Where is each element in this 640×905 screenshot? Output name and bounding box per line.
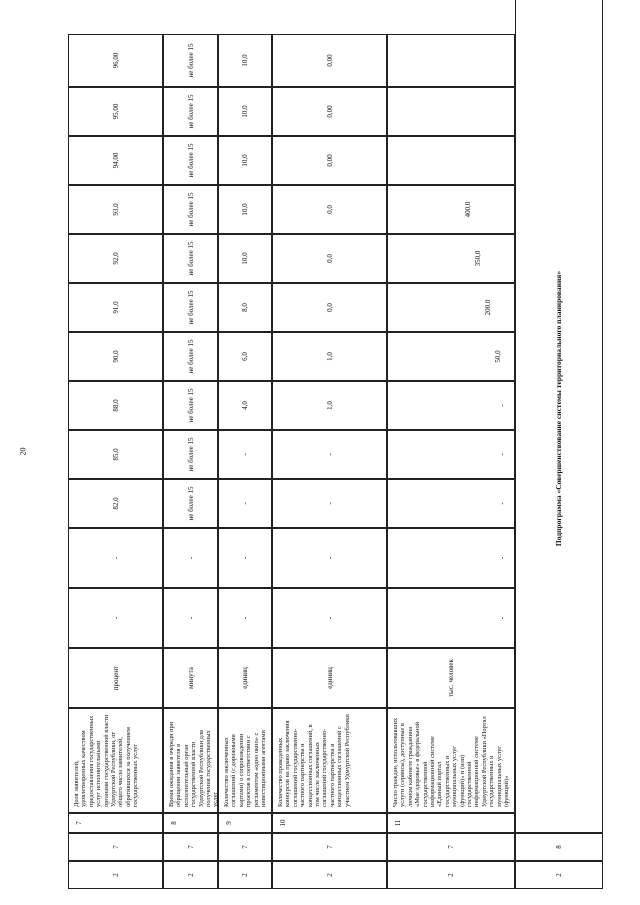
cell-code-2-text: 7 [186, 845, 195, 849]
value-cell [218, 87, 272, 136]
value-cell [68, 87, 163, 136]
value-cell-text: 96,00 [111, 52, 120, 69]
value-cell [387, 381, 515, 430]
unit-cell-text: тыс. человек [447, 659, 455, 697]
value-cell [218, 381, 272, 430]
cell-code-2 [387, 833, 515, 861]
value-cell-text: 0,00 [325, 154, 334, 167]
subprogram-title-text: Подпрограмма «Совершенствование системы территориального планирования» [554, 270, 563, 547]
value-cell [387, 332, 515, 381]
indicator-label [163, 708, 218, 813]
cell-code-3-text: 10 [279, 819, 287, 827]
value-cell-text [440, 59, 444, 63]
value-cell [272, 136, 387, 185]
unit-cell-text: единиц [241, 667, 249, 689]
cell-code-2 [68, 833, 163, 861]
unit-cell [163, 648, 218, 708]
value-cell-text: 1,0 [325, 401, 334, 410]
value-cell-text: 95,00 [111, 103, 120, 120]
unit-cell [68, 648, 163, 708]
cell-code-3-text: 7 [75, 821, 83, 825]
cell-code-3-text: 9 [225, 821, 233, 825]
indicator-label-text: Время ожидания в очереди при обращении заявителя в исполнительный орган государственной власти Удмуртской Республики для получения государственных услуг [168, 721, 220, 807]
value-cell-text: 94,00 [111, 152, 120, 169]
value-cell [68, 381, 163, 430]
subprogram-code-1 [515, 861, 603, 889]
value-cell-text: - [498, 453, 506, 456]
value-cell [218, 185, 272, 234]
value-cell [163, 283, 218, 332]
value-cell-text: 0,00 [325, 54, 334, 67]
value-cell-text: - [325, 616, 334, 620]
indicator-label-text: Доля заявителей, удовлетворенных качеством предоставления государственных услуг исполнительными органами государственной власти Удмуртской Республики, от общего числа заявителей, обратившихся за получением государственных услуг [73, 714, 140, 807]
value-cell-text: - [325, 453, 334, 456]
value-cell [218, 283, 272, 332]
indicator-label-text: Количество проведенных конкурсов на право заключения соглашений государственно-частного партнерства и концессионных соглашений, в том числе заключенных соглашений государственно-частного партнерства и концессионных соглашений с участием Удмуртской Республики [277, 714, 351, 807]
value-cell [387, 136, 515, 185]
page-number: 20 [18, 447, 28, 456]
value-cell [163, 34, 218, 87]
value-cell [387, 479, 515, 528]
value-cell [68, 34, 163, 87]
indicator-label [68, 708, 163, 813]
cell-code-3 [387, 813, 515, 833]
indicator-label [387, 708, 515, 813]
value-cell [68, 234, 163, 283]
value-cell [272, 528, 387, 588]
value-cell-text: 88,0 [111, 399, 120, 412]
value-cell-text: 50,0 [494, 350, 502, 363]
value-cell-text: не более 15 [186, 388, 195, 423]
value-cell [163, 588, 218, 648]
value-cell-text: 400,0 [464, 201, 472, 218]
cell-code-3 [272, 813, 387, 833]
value-cell [163, 430, 218, 479]
cell-code-1-text: 2 [111, 873, 120, 877]
subprogram-title [515, 0, 603, 833]
value-cell-text: - [111, 616, 120, 620]
value-cell [387, 528, 515, 588]
value-cell-text: 10,0 [241, 154, 249, 167]
value-cell [163, 87, 218, 136]
value-cell-text: 90,0 [111, 350, 120, 363]
value-cell-text: 10,0 [241, 252, 249, 265]
cell-code-2 [163, 833, 218, 861]
cell-code-3 [68, 813, 163, 833]
value-cell-text: - [241, 502, 249, 505]
value-cell-text: - [186, 616, 195, 620]
value-cell-text: 350,0 [474, 250, 482, 267]
value-cell-text: 10,0 [241, 54, 249, 67]
value-cell [218, 528, 272, 588]
value-cell [163, 136, 218, 185]
cell-code-2 [218, 833, 272, 861]
cell-code-1 [218, 861, 272, 889]
value-cell [68, 136, 163, 185]
value-cell-text [460, 159, 464, 163]
value-cell-text: - [325, 556, 334, 560]
value-cell [387, 34, 515, 87]
value-cell-text: не более 15 [186, 143, 195, 178]
value-cell [387, 430, 515, 479]
value-cell-text [450, 110, 454, 114]
value-cell-text: - [498, 404, 506, 407]
value-cell-text: не более 15 [186, 290, 195, 325]
value-cell [163, 332, 218, 381]
cell-code-1 [163, 861, 218, 889]
value-cell-text: 85,0 [111, 448, 120, 461]
value-cell [68, 283, 163, 332]
cell-code-1-text: 2 [325, 873, 334, 877]
value-cell-text: - [498, 502, 506, 505]
value-cell-text: 1,0 [325, 352, 334, 361]
subprogram-code-2-text: 8 [555, 845, 563, 849]
indicators-table [68, 0, 603, 889]
cell-code-3 [163, 813, 218, 833]
unit-cell [272, 648, 387, 708]
value-cell [68, 479, 163, 528]
value-cell-text: - [498, 556, 506, 560]
value-cell-text: - [241, 556, 249, 560]
cell-code-3 [218, 813, 272, 833]
value-cell-text: 0,0 [325, 303, 334, 312]
value-cell [68, 332, 163, 381]
value-cell [272, 479, 387, 528]
value-cell-text: 82,0 [111, 497, 120, 510]
indicator-label-text: Количество заключенных соглашений (с дорожными картами) о сопровождении проектов в соответствии с регламентом «одно окно» с инвестиционными агентами [223, 730, 268, 807]
value-cell [68, 185, 163, 234]
value-cell [218, 479, 272, 528]
cell-code-2-text: 7 [325, 845, 334, 849]
value-cell-text: 200,0 [484, 299, 492, 316]
subprogram-code-2 [515, 833, 603, 861]
cell-code-3-text: 11 [394, 819, 402, 827]
value-cell [218, 430, 272, 479]
cell-code-2-text: 7 [111, 845, 120, 849]
cell-code-2-text: 7 [447, 845, 455, 849]
unit-cell [218, 648, 272, 708]
value-cell-text: 0,00 [325, 105, 334, 118]
value-cell-text: 10,0 [241, 203, 249, 216]
unit-cell [387, 648, 515, 708]
value-cell-text: не более 15 [186, 241, 195, 276]
cell-code-3-text: 8 [170, 821, 178, 825]
value-cell [163, 479, 218, 528]
value-cell [272, 185, 387, 234]
cell-code-1 [272, 861, 387, 889]
value-cell [387, 588, 515, 648]
value-cell-text: не более 15 [186, 437, 195, 472]
cell-code-1-text: 2 [447, 873, 455, 877]
value-cell [163, 185, 218, 234]
cell-code-1 [68, 861, 163, 889]
value-cell-text: - [111, 556, 120, 560]
value-cell [272, 234, 387, 283]
unit-cell-text: процент [111, 665, 120, 691]
value-cell [68, 430, 163, 479]
value-cell [387, 283, 515, 332]
value-cell [272, 381, 387, 430]
value-cell-text: не более 15 [186, 43, 195, 78]
value-cell [272, 332, 387, 381]
value-cell [387, 234, 515, 283]
value-cell [68, 528, 163, 588]
value-cell [272, 588, 387, 648]
value-cell-text: 0,0 [325, 254, 334, 263]
value-cell [272, 87, 387, 136]
value-cell [163, 528, 218, 588]
value-cell-text: 8,0 [241, 303, 249, 312]
cell-code-2-text: 7 [241, 845, 249, 849]
value-cell-text: не более 15 [186, 192, 195, 227]
value-cell [218, 34, 272, 87]
value-cell [272, 283, 387, 332]
value-cell-text: - [186, 556, 195, 560]
value-cell-text: 91,0 [111, 301, 120, 314]
subprogram-code-1-text: 2 [555, 873, 563, 877]
unit-cell-text: единиц [325, 667, 334, 689]
value-cell-text: 10,0 [241, 105, 249, 118]
value-cell-text: 4,0 [241, 401, 249, 410]
value-cell [218, 234, 272, 283]
value-cell-text: - [325, 502, 334, 505]
cell-code-1-text: 2 [241, 873, 249, 877]
value-cell-text: - [241, 616, 249, 620]
indicator-label [218, 708, 272, 813]
cell-code-1-text: 2 [186, 873, 195, 877]
value-cell-text: - [498, 616, 506, 620]
value-cell-text: не более 15 [186, 339, 195, 374]
value-cell-text: 92,0 [111, 252, 120, 265]
value-cell [387, 185, 515, 234]
value-cell-text: - [241, 453, 249, 456]
unit-cell-text: минута [186, 667, 195, 689]
value-cell [272, 430, 387, 479]
value-cell-text: 6,0 [241, 352, 249, 361]
cell-code-1 [387, 861, 515, 889]
value-cell [163, 234, 218, 283]
value-cell-text: 93,0 [111, 203, 120, 216]
value-cell-text: не более 15 [186, 486, 195, 521]
value-cell [387, 87, 515, 136]
value-cell [218, 588, 272, 648]
indicator-label [272, 708, 387, 813]
indicator-label-text: Число граждан, использовавших услуги (сервисы), доступные в личном кабинете гражданина «Мое здоровье» в федеральной государственной информационной системе «Единый портал государственных и муниципальных услуг (функций)» и (или) государственной информационной системе Удмуртской Республики «Портал государственных и муниципальных услуг (функций)» [392, 716, 511, 807]
value-cell-text: не более 15 [186, 94, 195, 129]
value-cell-text: 0,0 [325, 205, 334, 214]
value-cell [68, 588, 163, 648]
value-cell [218, 332, 272, 381]
cell-code-2 [272, 833, 387, 861]
value-cell [218, 136, 272, 185]
value-cell [163, 381, 218, 430]
value-cell [272, 34, 387, 87]
